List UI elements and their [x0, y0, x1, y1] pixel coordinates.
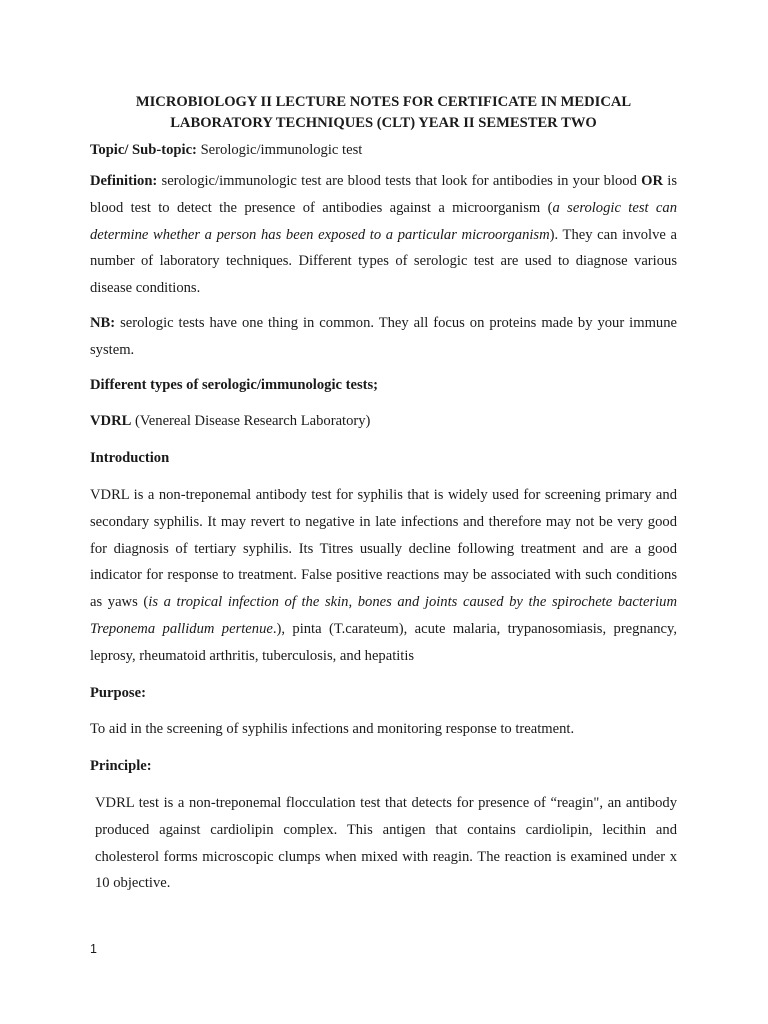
document-title — [90, 92, 677, 134]
document-page — [90, 92, 677, 905]
purpose-text: To aid in the screening of syphilis infections and monitoring response to treatment. — [90, 721, 575, 738]
definition-italic: a serologic test can determine whether a person has been exposed to a particular microorganism — [90, 199, 678, 243]
definition-text-1: serologic/immunologic test are blood tests that look for antibodies in your blood — [157, 173, 642, 189]
introduction-text-2: .), pinta (T.carateum), acute malaria, trypanosomiasis, pregnancy, leprosy, rheumatoid arthritis, tuberculosis, and hepatitis — [90, 620, 677, 664]
topic-value: Serologic/immunologic test — [196, 142, 363, 158]
definition-label: Definition: — [90, 173, 158, 189]
nb-text: serologic tests have one thing in common. They all focus on proteins made by your immune system. — [90, 314, 677, 358]
definition-or: OR — [641, 173, 664, 189]
introduction-text-1: VDRL is a non-treponemal antibody test for syphilis that is widely used for screening primary and secondary syphilis. It may revert to negative in late infections and therefore may not be very good for diagnosis of tertiary syphilis. Its Titres usually decline following treatment and are a good indicator for response to treatment. False positive reactions may be associated with such conditions as yaws ( — [90, 486, 677, 611]
vdrl-label: VDRL — [90, 413, 132, 430]
principle-heading: Principle: — [90, 758, 152, 775]
types-heading: Different types of serologic/immunologic tests; — [90, 376, 379, 393]
principle-paragraph: VDRL test is a non-treponemal flocculation test that detects for presence of “reagin", an antibody produced against cardiolipin complex. This antigen that contains cardiolipin, lecithin and cholesterol forms microscopic clumps when mixed with reagin. The reaction is examined under x 10 objective. — [95, 794, 677, 892]
page-number: 1 — [90, 942, 97, 956]
topic-line — [90, 140, 677, 161]
title-line-2: LABORATORY TECHNIQUES (CLT) YEAR II SEMESTER TWO — [170, 115, 597, 131]
vdrl-line — [90, 408, 677, 435]
nb-paragraph — [90, 310, 677, 364]
introduction-heading: Introduction — [90, 450, 170, 467]
definition-paragraph — [90, 168, 677, 302]
introduction-italic: is a tropical infection of the skin, bones and joints caused by the spirochete bacterium Treponema pallidum pertenue — [90, 594, 678, 637]
definition-text-2: is blood test to detect the presence of antibodies against a microorganism ( — [90, 173, 677, 216]
purpose-heading: Purpose: — [90, 684, 146, 701]
nb-label: NB: — [90, 314, 116, 331]
introduction-paragraph — [90, 482, 677, 670]
definition-text-3: ). They can involve a number of laboratory techniques. Different types of serologic test are used to diagnose various disease conditions. — [90, 226, 677, 297]
vdrl-text: (Venereal Disease Research Laboratory) — [131, 413, 371, 430]
title-line-1: MICROBIOLOGY II LECTURE NOTES FOR CERTIFICATE IN MEDICAL — [135, 94, 632, 110]
topic-label: Topic/ Sub-topic: — [90, 142, 197, 158]
